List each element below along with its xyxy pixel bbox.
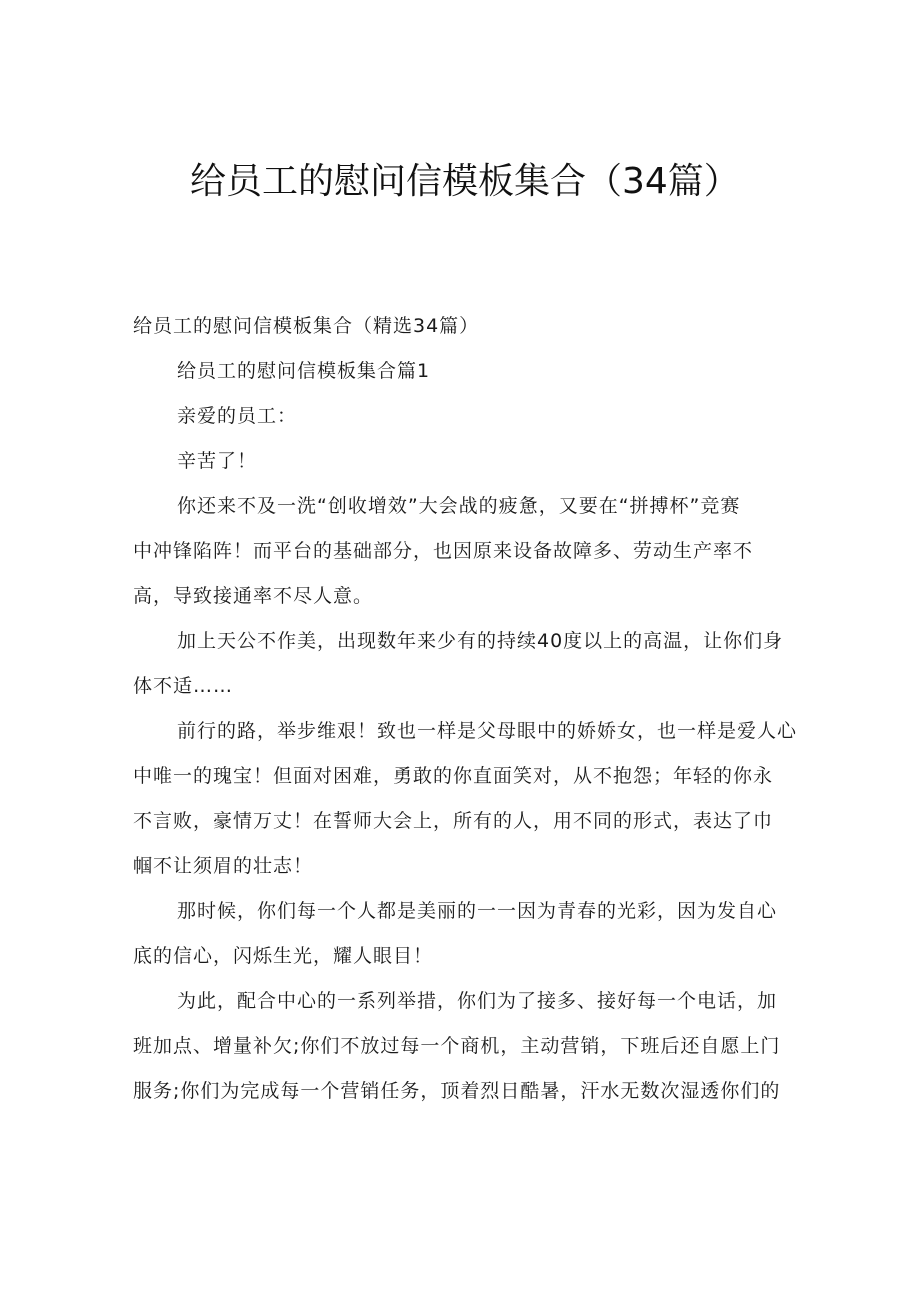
body-line: 为此，配合中心的一系列举措，你们为了接多、接好每一个电话，加	[177, 990, 778, 1012]
body-line: 前行的路，举步维艰！致也一样是父母眼中的娇娇女，也一样是爱人心	[177, 720, 798, 742]
body-line: 加上天公不作美，出现数年来少有的持续40度以上的高温，让你们身	[177, 630, 784, 652]
salutation: 亲爱的员工：	[177, 405, 298, 427]
body-line: 体不适……	[133, 675, 234, 697]
body-line: 中唯一的瑰宝！但面对困难，勇敢的你直面笑对，从不抱怨；年轻的你永	[133, 765, 774, 787]
body-line: 底的信心，闪烁生光，耀人眼目！	[133, 945, 434, 967]
section-heading: 给员工的慰问信模板集合篇1	[177, 360, 431, 382]
body-line: 辛苦了！	[177, 450, 258, 472]
body-line: 那时候，你们每一个人都是美丽的一一因为青春的光彩，因为发自心	[177, 900, 778, 922]
body-line: 给员工的慰问信模板集合（精选34篇）	[133, 315, 480, 337]
body-line: 你还来不及一洗“创收增效”大会战的疲惫，又要在“拼搏杯”竞赛	[177, 495, 741, 517]
body-line: 高，导致接通率不尽人意。	[133, 585, 374, 607]
document-title: 给员工的慰问信模板集合（34篇）	[190, 161, 740, 202]
body-line: 服务;你们为完成每一个营销任务，顶着烈日酷暑，汗水无数次湿透你们的	[133, 1080, 781, 1102]
body-line: 不言败，豪情万丈！在誓师大会上，所有的人，用不同的形式，表达了巾	[133, 810, 774, 832]
body-line: 帼不让须眉的壮志！	[133, 855, 314, 877]
body-line: 中冲锋陷阵！而平台的基础部分，也因原来设备故障多、劳动生产率不	[133, 540, 754, 562]
document-body	[133, 310, 798, 1120]
body-line: 班加点、增量补欠;你们不放过每一个商机，主动营销，下班后还自愿上门	[133, 1035, 781, 1057]
